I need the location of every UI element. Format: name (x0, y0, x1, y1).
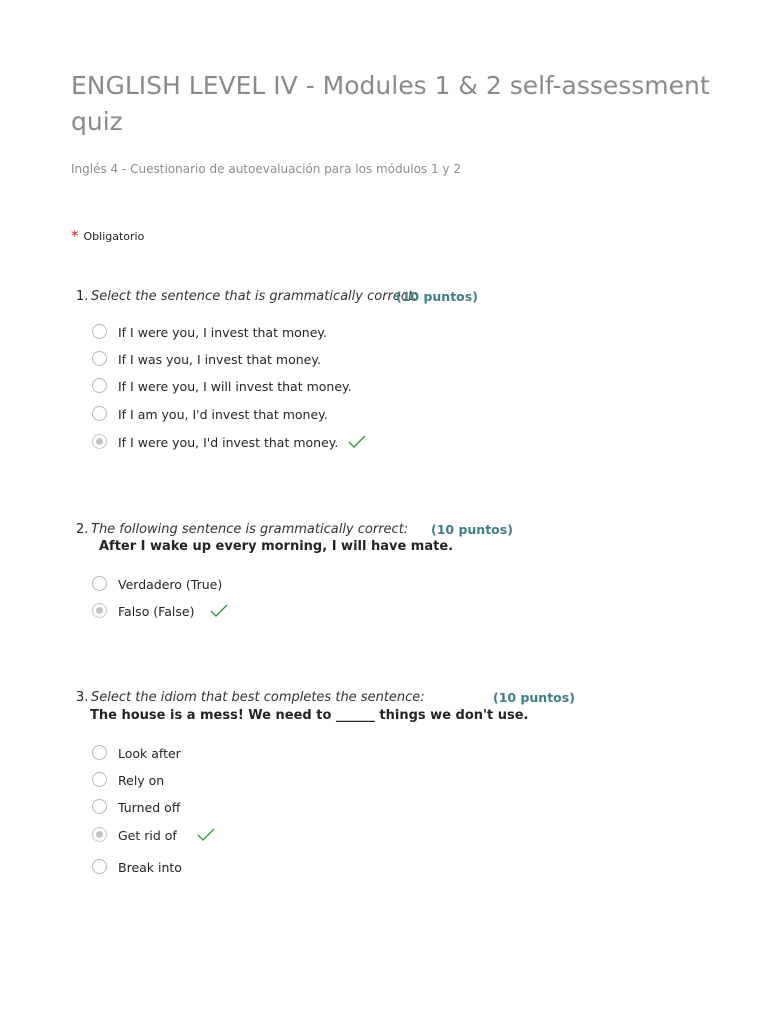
required-legend (71, 226, 144, 246)
question-text: Select the idiom that best completes the sentence: (91, 690, 425, 705)
radio-button[interactable] (92, 859, 107, 874)
question-points: (10 puntos) (493, 690, 575, 705)
question-2 (76, 520, 716, 619)
radio-button[interactable] (92, 745, 107, 760)
radio-button[interactable] (92, 772, 107, 787)
radio-button[interactable] (92, 576, 107, 591)
radio-button[interactable] (92, 378, 107, 393)
radio-button-selected[interactable] (92, 434, 107, 449)
option-label: Turned off (118, 800, 181, 815)
question-text: Select the sentence that is grammatically correct: (91, 289, 418, 304)
option-label: If I am you, I'd invest that money. (118, 407, 328, 422)
required-star: * (71, 227, 79, 245)
checkmark-icon (197, 828, 215, 842)
radio-button[interactable] (92, 799, 107, 814)
question-sentence: After I wake up every morning, I will have mate. (99, 539, 454, 554)
question-sentence: The house is a mess! We need to ______ things we don't use. (90, 708, 529, 723)
question-text: The following sentence is grammatically correct: (91, 522, 409, 537)
option-label: If I were you, I'd invest that money. (118, 435, 339, 450)
question-3 (76, 688, 716, 875)
question-points: (10 puntos) (431, 522, 513, 537)
option-label: Break into (118, 860, 182, 875)
question-header (76, 287, 716, 307)
question-points: (10 puntos) (396, 289, 478, 304)
option-label: Verdadero (True) (118, 577, 223, 592)
checkmark-icon (348, 435, 366, 449)
page-title: ENGLISH LEVEL IV - Modules 1 & 2 self-assessment quiz (71, 71, 710, 136)
radio-button[interactable] (92, 406, 107, 421)
option-label: Get rid of (118, 828, 177, 843)
question-number: 3. (76, 690, 89, 705)
question-1 (76, 287, 716, 450)
option-label: If I were you, I invest that money. (118, 325, 327, 340)
radio-button[interactable] (92, 351, 107, 366)
radio-button[interactable] (92, 324, 107, 339)
option-label: If I were you, I will invest that money. (118, 379, 352, 394)
required-label: Obligatorio (83, 230, 145, 243)
page-subtitle: Inglés 4 - Cuestionario de autoevaluación para los módulos 1 y 2 (71, 162, 461, 176)
radio-button-selected[interactable] (92, 827, 107, 842)
option-label: Look after (118, 746, 181, 761)
question-header (76, 688, 716, 708)
option-label: Rely on (118, 773, 165, 788)
checkmark-icon (210, 604, 228, 618)
radio-button-selected[interactable] (92, 603, 107, 618)
question-number: 1. (76, 289, 89, 304)
question-number: 2. (76, 522, 89, 537)
option-label: If I was you, I invest that money. (118, 352, 321, 367)
option-label: Falso (False) (118, 604, 195, 619)
